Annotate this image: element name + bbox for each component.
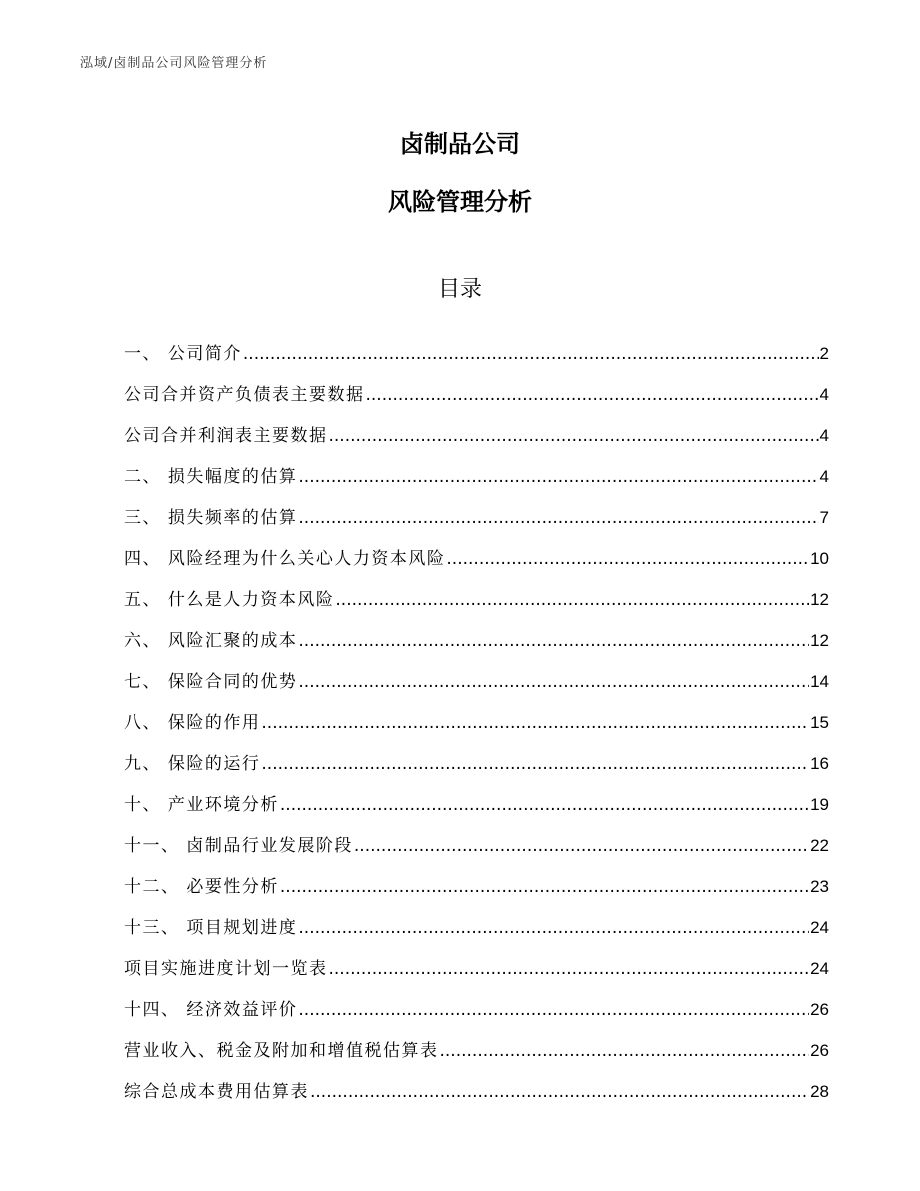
toc-entry-label: 七、 保险合同的优势 [124, 672, 298, 692]
toc-entry-label: 公司合并利润表主要数据 [124, 426, 328, 446]
toc-entry[interactable] [124, 611, 829, 652]
toc-entry-page: 14 [810, 672, 829, 691]
toc-entry-label: 三、 损失频率的估算 [124, 508, 298, 528]
toc-entry-label: 五、 什么是人力资本风险 [124, 590, 335, 610]
toc-leader-dots [243, 343, 819, 365]
toc-entry-label: 十三、 项目规划进度 [124, 918, 298, 938]
toc-entry-label: 综合总成本费用估算表 [124, 1082, 309, 1102]
toc-entry-page: 19 [810, 795, 829, 814]
toc-entry-page: 26 [810, 1041, 829, 1060]
toc-leader-dots [261, 712, 809, 734]
toc-entry[interactable] [124, 816, 829, 857]
toc-entry[interactable] [124, 570, 829, 611]
toc-entry-label: 十四、 经济效益评价 [124, 1000, 298, 1020]
toc-leader-dots [298, 999, 809, 1021]
toc-entry-label: 九、 保险的运行 [124, 754, 261, 774]
toc-entry-page: 23 [810, 877, 829, 896]
toc-entry[interactable] [124, 447, 829, 488]
toc-entry-label: 八、 保险的作用 [124, 713, 261, 733]
toc-entry[interactable] [124, 488, 829, 529]
toc-leader-dots [366, 384, 819, 406]
toc-entry[interactable] [124, 939, 829, 980]
document-subtitle: 风险管理分析 [388, 188, 532, 216]
toc-entry[interactable] [124, 652, 829, 693]
toc-entry-label: 一、 公司简介 [124, 344, 242, 364]
toc-entry-page: 10 [810, 549, 829, 568]
toc-leader-dots [440, 1040, 810, 1062]
toc-leader-dots [261, 753, 809, 775]
toc-entry-label: 六、 风险汇聚的成本 [124, 631, 298, 651]
toc-entry[interactable] [124, 693, 829, 734]
toc-entry[interactable] [124, 406, 829, 447]
toc-entry-page: 12 [810, 631, 829, 650]
running-header: 泓域/卤制品公司风险管理分析 [80, 56, 268, 71]
toc-entry-page: 26 [810, 1000, 829, 1019]
toc-entry-page: 12 [810, 590, 829, 609]
toc-leader-dots [298, 630, 809, 652]
toc-entry[interactable] [124, 857, 829, 898]
toc-entry[interactable] [124, 775, 829, 816]
toc-leader-dots [446, 548, 809, 570]
toc-entry-page: 28 [810, 1082, 829, 1101]
toc-leader-dots [329, 425, 819, 447]
toc-entry[interactable] [124, 1021, 829, 1062]
toc-entry-label: 公司合并资产负债表主要数据 [124, 385, 365, 405]
toc-entry-page: 22 [810, 836, 829, 855]
toc-entry-page: 4 [819, 467, 829, 486]
toc-entry-label: 四、 风险经理为什么关心人力资本风险 [124, 549, 446, 569]
toc-entry-label: 项目实施进度计划一览表 [124, 959, 328, 979]
toc-leader-dots [280, 876, 809, 898]
toc-heading: 目录 [437, 277, 482, 302]
toc-entry[interactable] [124, 529, 829, 570]
toc-entry-page: 2 [819, 344, 829, 363]
toc-entry[interactable] [124, 898, 829, 939]
toc-entry-page: 4 [819, 426, 829, 445]
table-of-contents [124, 324, 829, 1103]
toc-entry-page: 24 [810, 959, 829, 978]
toc-leader-dots [310, 1081, 809, 1103]
toc-entry[interactable] [124, 324, 829, 365]
toc-entry[interactable] [124, 1062, 829, 1103]
toc-leader-dots [280, 794, 809, 816]
toc-leader-dots [298, 507, 818, 529]
toc-entry[interactable] [124, 734, 829, 775]
toc-entry-page: 7 [819, 508, 829, 527]
toc-leader-dots [298, 466, 818, 488]
toc-entry[interactable] [124, 365, 829, 406]
toc-leader-dots [335, 589, 809, 611]
toc-entry[interactable] [124, 980, 829, 1021]
toc-entry-page: 16 [810, 754, 829, 773]
toc-entry-page: 4 [819, 385, 829, 404]
toc-entry-label: 十二、 必要性分析 [124, 877, 279, 897]
toc-entry-label: 营业收入、税金及附加和增值税估算表 [124, 1041, 439, 1061]
toc-leader-dots [354, 835, 809, 857]
toc-entry-label: 十、 产业环境分析 [124, 795, 279, 815]
toc-entry-page: 24 [810, 918, 829, 937]
toc-leader-dots [298, 917, 809, 939]
toc-leader-dots [298, 671, 809, 693]
toc-leader-dots [329, 958, 810, 980]
toc-entry-label: 二、 损失幅度的估算 [124, 467, 298, 487]
toc-entry-page: 15 [810, 713, 829, 732]
document-title: 卤制品公司 [400, 130, 520, 158]
toc-entry-label: 十一、 卤制品行业发展阶段 [124, 836, 353, 856]
